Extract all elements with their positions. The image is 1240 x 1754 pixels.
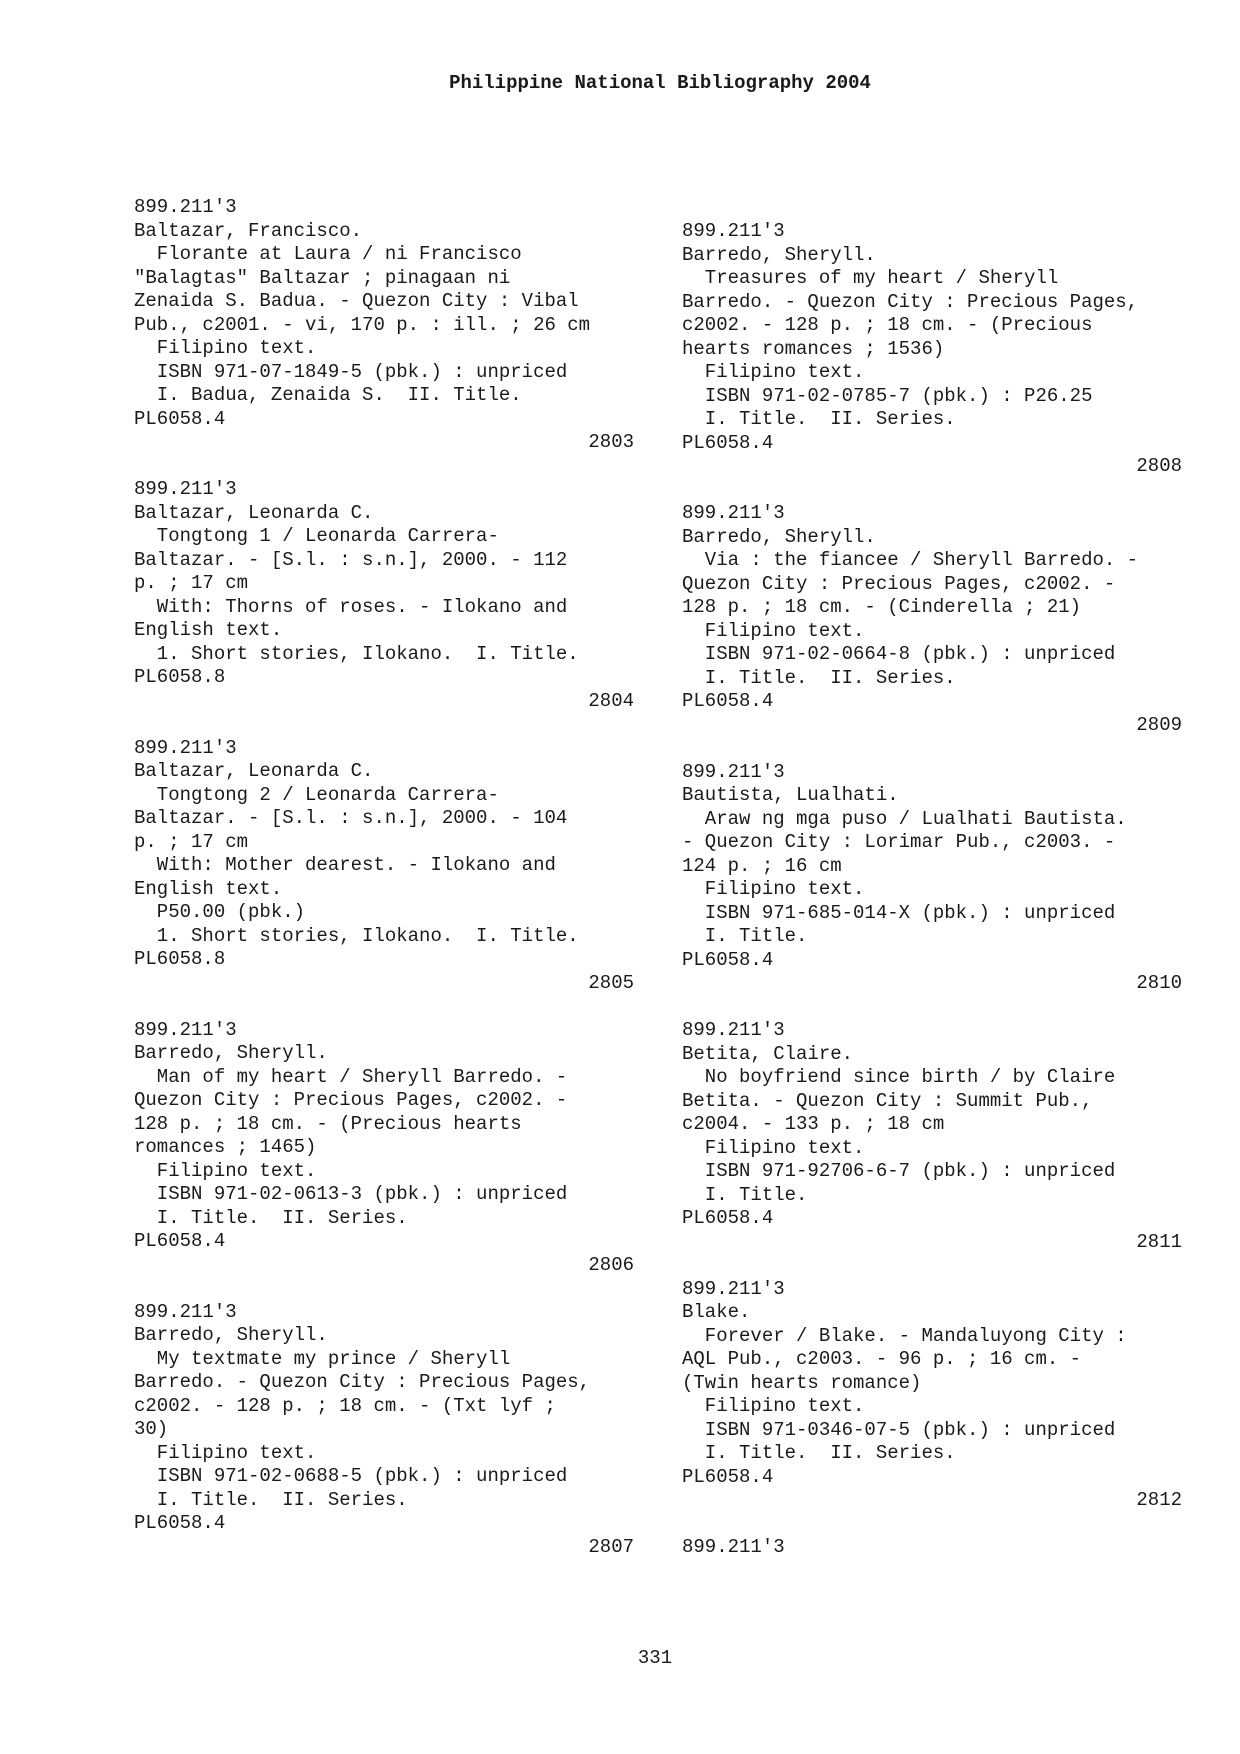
entry-line: PL6058.4 (682, 431, 774, 454)
entry-line: I. Title. II. Series. (134, 1488, 408, 1511)
entry-line: 124 p. ; 16 cm (682, 854, 842, 877)
entry-line: Betita. - Quezon City : Summit Pub., (682, 1089, 1093, 1112)
entry-line: PL6058.4 (134, 407, 226, 430)
classification-number: 899.211'3 (134, 196, 237, 218)
entry-line: ISBN 971-02-0664-8 (pbk.) : unpriced (682, 643, 1116, 665)
entry-line: I. Title. (682, 925, 808, 947)
entry-line: Filipino text. (682, 1395, 865, 1417)
entry-line: 1. Short stories, Ilokano. I. Title. (134, 924, 579, 947)
entry-line: Barredo, Sheryll. (134, 1324, 328, 1346)
entry-line: Barredo, Sheryll. (682, 243, 876, 266)
entry-line: p. ; 17 cm (134, 830, 249, 853)
entry-line: PL6058.4 (134, 1230, 226, 1252)
entry-line: I. Title. II. Series. (682, 408, 956, 430)
entry-line: I. Title. II. Series. (682, 666, 956, 689)
entry-line: Barredo. - Quezon City : Precious Pages, (134, 1371, 591, 1393)
entry-line: Tongtong 2 / Leonarda Carrera- (134, 783, 499, 806)
entry-number: 2806 (588, 1253, 634, 1276)
entry-line: With: Mother dearest. - Ilokano and (134, 854, 556, 876)
entry-line: Filipino text. (134, 1441, 317, 1464)
entry-line: Pub., c2001. - vi, 170 p. : ill. ; 26 cm (134, 313, 591, 336)
entry-line: Tongtong 1 / Leonarda Carrera- (134, 525, 499, 547)
entry-line: Zenaida S. Badua. - Quezon City : Vibal (134, 290, 579, 312)
entry-line: Araw ng mga puso / Lualhati Bautista. (682, 807, 1127, 830)
entry-line: I. Title. (682, 1183, 808, 1206)
entry-line: ISBN 971-92706-6-7 (pbk.) : unpriced (682, 1160, 1116, 1182)
entry-line: c2004. - 133 p. ; 18 cm (682, 1113, 945, 1135)
entry-line: Barredo. - Quezon City : Precious Pages, (682, 290, 1139, 313)
entry-line: Baltazar, Francisco. (134, 219, 363, 242)
entry-line: Filipino text. (682, 619, 865, 642)
entry-number: 2809 (1136, 713, 1182, 736)
bibliography-entry (682, 502, 1182, 737)
entry-line: Barredo, Sheryll. (682, 525, 876, 548)
entry-line: Filipino text. (682, 878, 865, 900)
entry-line: PL6058.8 (134, 666, 226, 688)
classification-number: 899.211'3 (134, 1300, 237, 1323)
classification-number: 899.211'3 (682, 502, 785, 524)
classification-number: 899.211'3 (682, 220, 785, 242)
page-number: 331 (637, 1647, 673, 1669)
bibliography-entry (134, 478, 634, 713)
entry-line: PL6058.8 (134, 948, 226, 970)
entry-line: Filipino text. (682, 361, 865, 383)
entry-line: Baltazar. - [S.l. : s.n.], 2000. - 112 (134, 548, 568, 571)
entry-line: Via : the fiancee / Sheryll Barredo. - (682, 549, 1139, 571)
entry-line: I. Badua, Zenaida S. II. Title. (134, 384, 522, 406)
entry-line: ISBN 971-02-0613-3 (pbk.) : unpriced (134, 1183, 568, 1205)
entry-line: ISBN 971-0346-07-5 (pbk.) : unpriced (682, 1418, 1116, 1441)
entry-line: I. Title. II. Series. (134, 1206, 408, 1229)
entry-line: - Quezon City : Lorimar Pub., c2003. - (682, 831, 1116, 853)
entry-line: Baltazar, Leonarda C. (134, 760, 374, 782)
bibliography-entry (682, 1019, 1182, 1254)
entry-line: Baltazar. - [S.l. : s.n.], 2000. - 104 (134, 807, 568, 829)
entry-line: Filipino text. (134, 337, 317, 359)
entry-line: ISBN 971-02-0688-5 (pbk.) : unpriced (134, 1465, 568, 1487)
entry-line: romances ; 1465) (134, 1136, 317, 1158)
entry-line: Barredo, Sheryll. (134, 1042, 328, 1064)
entry-line: Filipino text. (682, 1136, 865, 1159)
entry-line: "Balagtas" Baltazar ; pinagaan ni (134, 266, 511, 289)
classification-number: 899.211'3 (134, 478, 237, 500)
entry-line: c2002. - 128 p. ; 18 cm. - (Precious (682, 314, 1093, 336)
entry-number: 2804 (588, 689, 634, 712)
entry-line: Blake. (682, 1301, 751, 1323)
entry-line: Quezon City : Precious Pages, c2002. - (134, 1089, 568, 1111)
entry-line: ISBN 971-685-014-X (pbk.) : unpriced (682, 901, 1116, 924)
entry-line: Man of my heart / Sheryll Barredo. - (134, 1065, 568, 1088)
entry-line: 1. Short stories, Ilokano. I. Title. (134, 642, 579, 665)
bibliography-entry (682, 1278, 1182, 1513)
entry-number: 2811 (1136, 1230, 1182, 1253)
classification-number: 899.211'3 (134, 1018, 237, 1041)
classification-number: 899.211'3 (682, 760, 785, 783)
right-column (682, 220, 1182, 1560)
bibliography-entry (134, 737, 634, 996)
page-title: Philippine National Bibliography 2004 (449, 72, 871, 94)
entry-number: 2812 (1136, 1489, 1182, 1511)
entry-line: PL6058.4 (682, 690, 774, 712)
entry-line: hearts romances ; 1536) (682, 337, 945, 360)
entry-number: 2808 (1136, 455, 1182, 477)
classification-number: 899.211'3 (682, 1277, 785, 1300)
entry-line: (Twin hearts romance) (682, 1371, 922, 1394)
entry-number: 2807 (588, 1535, 634, 1558)
entry-line: PL6058.4 (682, 948, 774, 971)
entry-line: English text. (134, 619, 283, 641)
entry-line: 128 p. ; 18 cm. - (Precious hearts (134, 1112, 522, 1135)
entry-line: I. Title. II. Series. (682, 1442, 956, 1464)
bibliography-entry (682, 1536, 1182, 1560)
entry-line: No boyfriend since birth / by Claire (682, 1066, 1116, 1088)
classification-number: 899.211'3 (134, 736, 237, 759)
entry-line: P50.00 (pbk.) (134, 901, 306, 923)
entry-line: Filipino text. (134, 1159, 317, 1182)
entry-line: ISBN 971-07-1849-5 (pbk.) : unpriced (134, 360, 568, 383)
entry-line: p. ; 17 cm (134, 572, 249, 594)
left-column (134, 196, 634, 1559)
entry-line: ISBN 971-02-0785-7 (pbk.) : P26.25 (682, 384, 1093, 407)
entry-line: Quezon City : Precious Pages, c2002. - (682, 572, 1116, 595)
entry-line: PL6058.4 (134, 1512, 226, 1534)
classification-number: 899.211'3 (682, 1536, 785, 1558)
entry-line: c2002. - 128 p. ; 18 cm. - (Txt lyf ; (134, 1394, 556, 1417)
bibliography-entry (134, 1301, 634, 1560)
entry-line: My textmate my prince / Sheryll (134, 1347, 511, 1370)
entry-line: Betita, Claire. (682, 1042, 854, 1065)
entry-line: Forever / Blake. - Mandaluyong City : (682, 1324, 1127, 1347)
entry-line: PL6058.4 (682, 1465, 774, 1488)
entry-line: 128 p. ; 18 cm. - (Cinderella ; 21) (682, 596, 1082, 618)
bibliography-entry (134, 196, 634, 455)
entry-line: PL6058.4 (682, 1207, 774, 1229)
entry-line: Florante at Laura / ni Francisco (134, 243, 522, 265)
entry-line: Bautista, Lualhati. (682, 784, 899, 806)
entry-line: Treasures of my heart / Sheryll (682, 267, 1059, 289)
bibliography-entry (682, 220, 1182, 479)
entry-line: With: Thorns of roses. - Ilokano and (134, 595, 568, 618)
bibliography-entry (682, 761, 1182, 996)
entry-line: English text. (134, 877, 283, 900)
entry-number: 2803 (588, 431, 634, 453)
entry-line: AQL Pub., c2003. - 96 p. ; 16 cm. - (682, 1348, 1082, 1370)
entry-line: Baltazar, Leonarda C. (134, 501, 374, 524)
classification-number: 899.211'3 (682, 1019, 785, 1041)
bibliography-entry (134, 1019, 634, 1278)
entry-number: 2805 (588, 971, 634, 994)
entry-line: 30) (134, 1418, 169, 1440)
entry-number: 2810 (1136, 972, 1182, 994)
